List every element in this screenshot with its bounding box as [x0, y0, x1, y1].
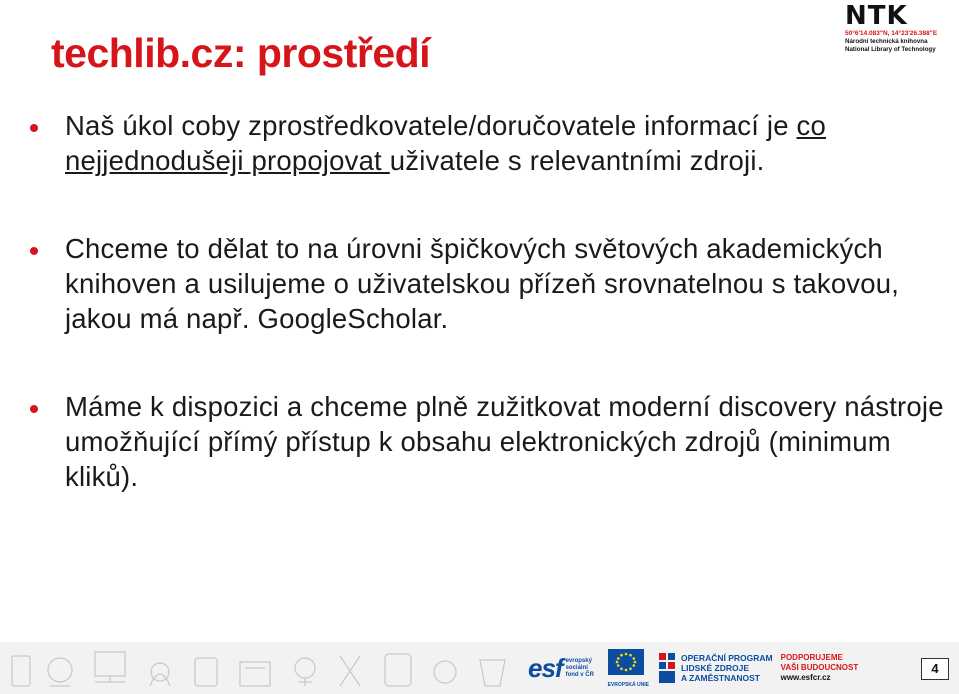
- bullet-icon: [30, 405, 38, 413]
- eu-flag-icon: [608, 649, 644, 675]
- esf-caption-line: fond v ČR: [565, 671, 594, 678]
- eu-caption: EVROPSKÁ UNIE: [607, 681, 649, 688]
- op-text-line: A ZAMĚSTNANOST: [680, 673, 760, 683]
- op-text: [681, 653, 773, 683]
- support-slogan: [781, 653, 859, 683]
- op-text-line: OPERAČNÍ PROGRAM: [680, 653, 773, 663]
- esf-caption-line: evropský: [565, 657, 592, 664]
- eu-funding-logos: [528, 644, 858, 692]
- op-logo-icon: [657, 651, 677, 685]
- decorative-sketch-strip: [0, 642, 520, 694]
- bullet-text: Máme k dispozici a chceme plně zužitkovat moderní discovery nástroje umožňující přímý přístup k obsahu elektronických zdrojů (minimum kliků).: [65, 391, 944, 492]
- logo-name-cz: Národní technická knihovna: [845, 38, 928, 45]
- footer-banner: [0, 642, 959, 694]
- logo-mark: NTK: [845, 1, 908, 31]
- page-number: 4: [921, 658, 949, 680]
- support-url: www.esfcr.cz: [780, 673, 831, 682]
- ntk-logo: [845, 3, 955, 53]
- bullet-item: [30, 231, 945, 336]
- esf-caption: [566, 658, 600, 679]
- underlined-link-text[interactable]: co nejjednodušeji propojovat: [65, 110, 826, 176]
- logo-coordinates: 50°6'14.083"N, 14°23'26.388"E: [845, 30, 938, 37]
- op-text-line: LIDSKÉ ZDROJE: [680, 663, 749, 673]
- bullet-list: [30, 108, 945, 494]
- bullet-text-start: Naš úkol coby zprostředkovatele/doručovatele informací je: [65, 110, 797, 141]
- support-line: PODPORUJEME: [780, 653, 843, 662]
- esf-caption-line: sociální: [565, 664, 588, 671]
- eu-block: [608, 649, 649, 688]
- bullet-icon: [30, 247, 38, 255]
- bullet-icon: [30, 124, 38, 132]
- support-line: VAŠI BUDOUCNOST: [780, 663, 859, 672]
- bullet-item: [30, 108, 945, 178]
- op-block: [657, 651, 773, 685]
- slide-title: techlib.cz: prostředí: [51, 30, 431, 76]
- bullet-item: [30, 389, 945, 494]
- bullet-text: Chceme to dělat to na úrovni špičkových světových akademických knihoven a usilujeme o uživatelskou přízeň srovnatelnou s takovou, jakou má např. GoogleScholar.: [65, 233, 900, 334]
- esf-logo: esf: [528, 653, 563, 683]
- esf-block: [528, 650, 600, 686]
- logo-name-en: National Library of Technology: [845, 45, 936, 53]
- bullet-text-end: uživatele s relevantními zdroji.: [389, 145, 765, 176]
